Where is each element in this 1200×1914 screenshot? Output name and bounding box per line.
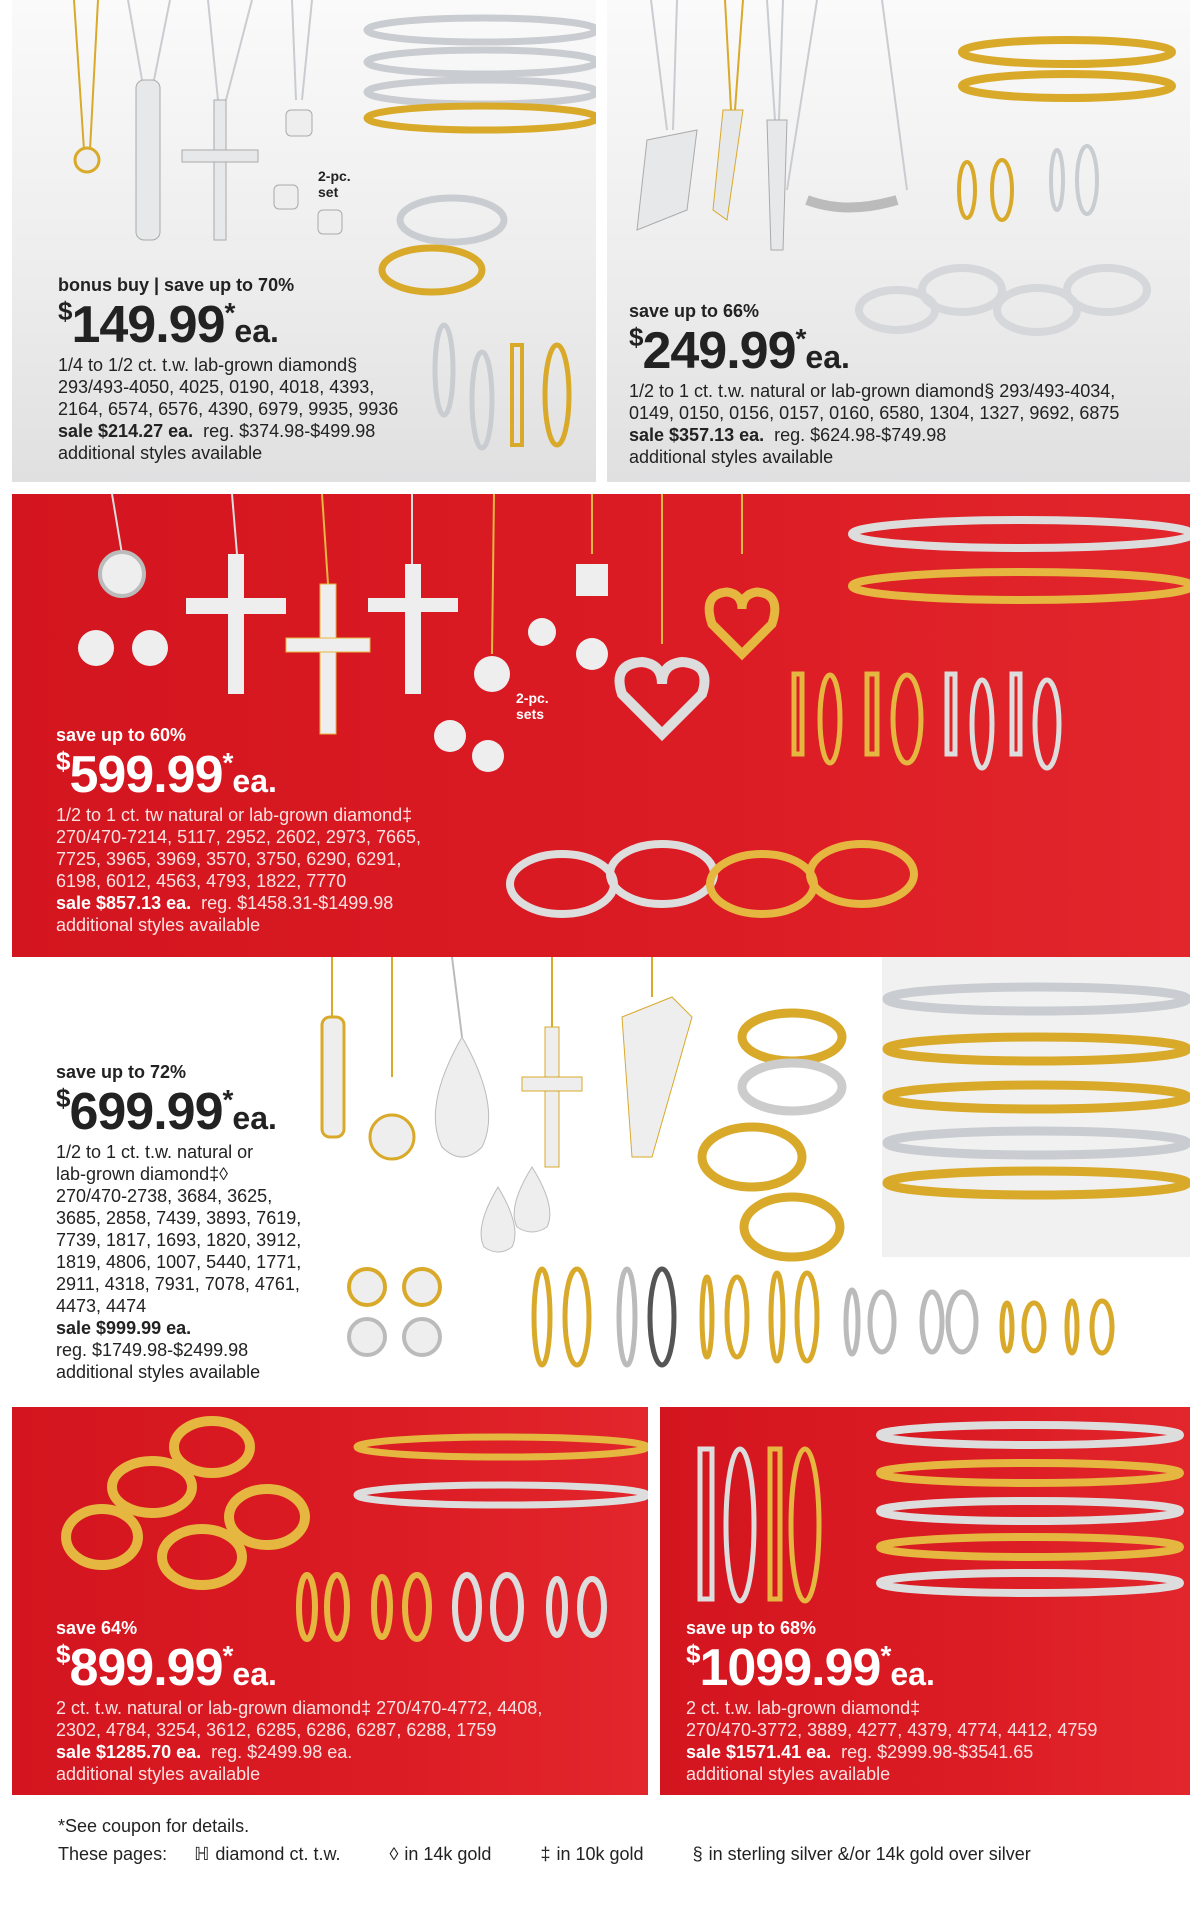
footnotes — [58, 1812, 1075, 1868]
price-value: 1099.99 — [699, 1639, 881, 1697]
offer-panel-699 — [12, 957, 1190, 1395]
style-codes: 2302, 4784, 3254, 3612, 6285, 6286, 6287, 6288, 1759 — [56, 1720, 497, 1740]
price-asterisk: * — [880, 1640, 891, 1671]
price-unit: ea. — [890, 1656, 935, 1692]
offer-description: 1/2 to 1 ct. t.w. natural or lab-grown diamond§ 293/493-4034, — [629, 381, 1116, 401]
set-tag: 2-pc. set — [318, 168, 351, 200]
set-tag: 2-pc. sets — [516, 690, 549, 722]
price-value: 249.99 — [642, 322, 796, 380]
regular-price: reg. $2999.98-$3541.65 — [841, 1742, 1034, 1762]
offer-price — [56, 1085, 301, 1141]
currency-symbol: $ — [56, 746, 70, 776]
additional-styles: additional styles available — [686, 1764, 891, 1784]
legend-text: in sterling silver &/or 14k gold over silver — [708, 1844, 1031, 1864]
style-codes: 4473, 4474 — [56, 1296, 147, 1316]
style-codes: 293/493-4050, 4025, 0190, 4018, 4393, — [58, 377, 375, 397]
offer-panel-249 — [607, 0, 1190, 482]
offer-headline: save up to 60% — [56, 725, 187, 745]
price-asterisk: * — [222, 747, 233, 778]
offer-panel-599 — [12, 494, 1190, 957]
style-codes: 1819, 4806, 1007, 5440, 1771, — [56, 1252, 302, 1272]
sale-price: sale $1285.70 ea. — [56, 1742, 202, 1762]
regular-price: reg. $1458.31-$1499.98 — [201, 893, 394, 913]
offer-description: 2 ct. t.w. lab-grown diamond‡ — [686, 1698, 921, 1718]
style-codes: 0149, 0150, 0156, 0157, 0160, 6580, 1304, 1327, 9692, 6875 — [629, 403, 1120, 423]
coupon-note: *See coupon for details. — [58, 1816, 250, 1836]
diamond-symbol-icon: ℍ — [194, 1844, 210, 1864]
sale-price: sale $1571.41 ea. — [686, 1742, 832, 1762]
sale-price: sale $857.13 ea. — [56, 893, 192, 913]
legend-item-14k — [389, 1844, 513, 1864]
currency-symbol: $ — [56, 1083, 70, 1113]
currency-symbol: $ — [629, 322, 643, 352]
style-codes: 270/470-2738, 3684, 3625, — [56, 1186, 273, 1206]
offer-panel-1099 — [660, 1407, 1190, 1795]
section-symbol-icon: § — [692, 1844, 703, 1864]
offer-price — [58, 298, 398, 354]
offer-headline: save up to 68% — [686, 1618, 817, 1638]
additional-styles: additional styles available — [629, 447, 834, 467]
legend-label: These pages: — [58, 1844, 168, 1864]
offer-text-599 — [56, 724, 421, 936]
regular-price: reg. $2499.98 ea. — [211, 1742, 353, 1762]
price-value: 149.99 — [71, 296, 225, 354]
style-codes: 7725, 3965, 3969, 3570, 3750, 6290, 6291, — [56, 849, 402, 869]
additional-styles: additional styles available — [56, 1362, 261, 1382]
offer-text-899 — [56, 1617, 542, 1785]
additional-styles: additional styles available — [56, 1764, 261, 1784]
regular-price: reg. $374.98-$499.98 — [203, 421, 376, 441]
price-unit: ea. — [232, 1100, 277, 1136]
offer-headline: save up to 72% — [56, 1062, 187, 1082]
price-asterisk: * — [222, 1084, 233, 1115]
regular-price: reg. $624.98-$749.98 — [774, 425, 947, 445]
price-value: 599.99 — [69, 746, 223, 804]
sale-price: sale $214.27 ea. — [58, 421, 194, 441]
symbol-legend — [58, 1840, 1075, 1868]
offer-headline: save 64% — [56, 1618, 138, 1638]
price-value: 699.99 — [69, 1083, 223, 1141]
sale-price: sale $999.99 ea. — [56, 1318, 192, 1338]
style-codes: 2164, 6574, 6576, 4390, 6979, 9935, 9936 — [58, 399, 399, 419]
double-dagger-icon: ‡ — [540, 1844, 551, 1864]
price-unit: ea. — [232, 763, 277, 799]
offer-description: 1/4 to 1/2 ct. t.w. lab-grown diamond§ — [58, 355, 358, 375]
lozenge-symbol-icon: ◊ — [389, 1844, 399, 1864]
offer-text-149 — [58, 274, 398, 464]
legend-text: in 14k gold — [404, 1844, 492, 1864]
additional-styles: additional styles available — [56, 915, 261, 935]
offer-panel-149 — [12, 0, 596, 482]
legend-item-diamond — [194, 1844, 362, 1864]
price-value: 899.99 — [69, 1639, 223, 1697]
currency-symbol: $ — [58, 296, 72, 326]
price-asterisk: * — [795, 323, 806, 354]
legend-item-10k — [540, 1844, 665, 1864]
offer-text-699 — [56, 1061, 301, 1383]
offer-price — [56, 1641, 542, 1697]
offer-description: 2 ct. t.w. natural or lab-grown diamond‡ 270/470-4772, 4408, — [56, 1698, 543, 1718]
offer-panel-899 — [12, 1407, 648, 1795]
offer-description: lab-grown diamond‡◊ — [56, 1164, 228, 1184]
style-codes: 7739, 1817, 1693, 1820, 3912, — [56, 1230, 302, 1250]
style-codes: 270/470-3772, 3889, 4277, 4379, 4774, 4412, 4759 — [686, 1720, 1098, 1740]
legend-item-silver — [693, 1844, 1053, 1864]
price-unit: ea. — [234, 313, 279, 349]
legend-text: in 10k gold — [556, 1844, 644, 1864]
legend-text: diamond ct. t.w. — [215, 1844, 341, 1864]
price-unit: ea. — [232, 1656, 277, 1692]
price-asterisk: * — [224, 297, 235, 328]
currency-symbol: $ — [56, 1639, 70, 1669]
offer-description: 1/2 to 1 ct. t.w. natural or — [56, 1142, 254, 1162]
offer-headline: bonus buy | save up to 70% — [58, 275, 295, 295]
style-codes: 2911, 4318, 7931, 7078, 4761, — [56, 1274, 300, 1294]
offer-price — [56, 748, 421, 804]
price-unit: ea. — [805, 339, 850, 375]
style-codes: 270/470-7214, 5117, 2952, 2602, 2973, 7665, — [56, 827, 421, 847]
offer-price — [629, 324, 1119, 380]
offer-text-1099 — [686, 1617, 1097, 1785]
offer-headline: save up to 66% — [629, 301, 760, 321]
price-asterisk: * — [222, 1640, 233, 1671]
style-codes: 6198, 6012, 4563, 4793, 1822, 7770 — [56, 871, 347, 891]
style-codes: 3685, 2858, 7439, 3893, 7619, — [56, 1208, 302, 1228]
offer-text-249 — [629, 300, 1119, 468]
offer-price — [686, 1641, 1097, 1697]
sale-price: sale $357.13 ea. — [629, 425, 765, 445]
offer-description: 1/2 to 1 ct. tw natural or lab-grown diamond‡ — [56, 805, 413, 825]
currency-symbol: $ — [686, 1639, 700, 1669]
regular-price: reg. $1749.98-$2499.98 — [56, 1340, 249, 1360]
additional-styles: additional styles available — [58, 443, 263, 463]
